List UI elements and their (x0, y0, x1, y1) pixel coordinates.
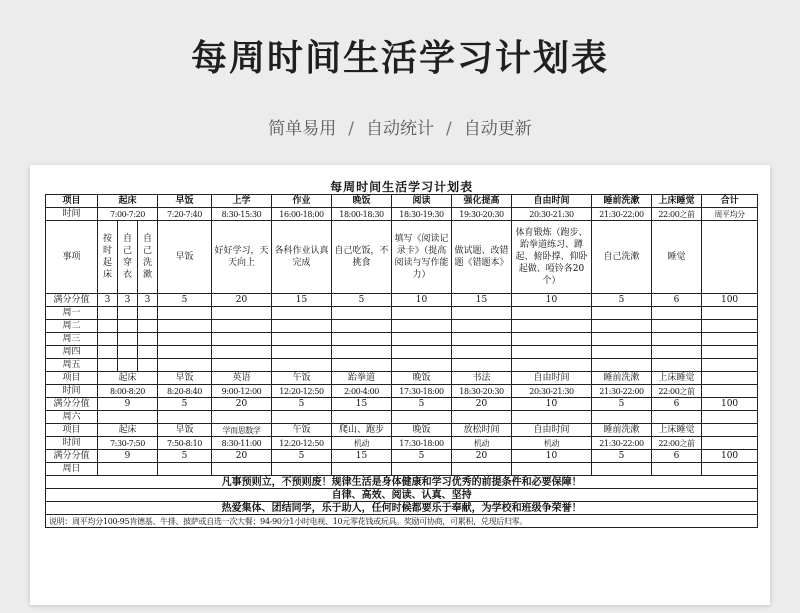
task-cell: 按时起床 (98, 221, 118, 294)
header-cell: 项目 (46, 195, 98, 208)
row-label: 时间 (46, 437, 98, 450)
score-cell: 15 (272, 294, 332, 307)
score-cell: 15 (332, 450, 392, 463)
item-cell: 早饭 (158, 372, 212, 385)
time-cell: 22:00之前 (652, 437, 702, 450)
feature-auto-update: 自动更新 (463, 119, 532, 139)
item-cell: 放松时间 (452, 424, 512, 437)
row-label: 时间 (46, 208, 98, 221)
day-row (46, 411, 758, 424)
header-cell: 阅读 (392, 195, 452, 208)
time-cell: 机动 (512, 437, 592, 450)
score-cell: 6 (652, 450, 702, 463)
header-cell: 强化提高 (452, 195, 512, 208)
score-cell: 3 (138, 294, 158, 307)
time-cell: 18:30-19:30 (392, 208, 452, 221)
score-cell: 20 (452, 450, 512, 463)
item-cell: 爬山、跑步 (332, 424, 392, 437)
day-label: 周三 (46, 333, 98, 346)
time-cell: 18:30-20:30 (452, 385, 512, 398)
score-cell: 5 (158, 294, 212, 307)
item-cell: 睡前洗漱 (592, 372, 652, 385)
time-cell: 21:30-22:00 (592, 208, 652, 221)
header-cell: 自由时间 (512, 195, 592, 208)
time-cell: 7:30-7:50 (98, 437, 158, 450)
score-cell: 20 (452, 398, 512, 411)
time-cell: 22:00之前 (652, 208, 702, 221)
score-cell: 100 (702, 294, 758, 307)
time-cell: 7:00-7:20 (98, 208, 158, 221)
item-cell: 自由时间 (512, 424, 592, 437)
score-cell: 15 (452, 294, 512, 307)
motto-text: 热爱集体、团结同学，乐于助人，任何时候都要乐于奉献，为学校和班级争荣誉！ (46, 502, 758, 515)
score-cell: 9 (98, 398, 158, 411)
time-cell: 21:30-22:00 (592, 385, 652, 398)
item-cell: 睡前洗漱 (592, 424, 652, 437)
time-cell: 12:20-12:50 (272, 437, 332, 450)
feature-easy: 简单易用 (268, 119, 337, 139)
header-cell: 合计 (702, 195, 758, 208)
score-cell: 10 (392, 294, 452, 307)
note-row (46, 515, 758, 528)
score-cell: 3 (98, 294, 118, 307)
score-cell: 5 (392, 398, 452, 411)
time-cell: 8:20-8:40 (158, 385, 212, 398)
task-cell: 睡觉 (652, 221, 702, 294)
task-cell: 自己吃饭，不挑食 (332, 221, 392, 294)
time-cell: 20:30-21:30 (512, 208, 592, 221)
motto-row (46, 502, 758, 515)
day-label: 周六 (46, 411, 98, 424)
score-cell: 10 (512, 450, 592, 463)
score-cell: 20 (212, 450, 272, 463)
day-row (46, 307, 758, 320)
time-cell: 17:30-18:00 (392, 385, 452, 398)
score-cell: 6 (652, 294, 702, 307)
item-cell: 起床 (98, 424, 158, 437)
day-label: 周日 (46, 463, 98, 476)
time-cell: 周平均分 (702, 208, 758, 221)
task-cell (702, 221, 758, 294)
score-cell: 5 (592, 398, 652, 411)
item-cell: 晚饭 (392, 424, 452, 437)
score-cell: 5 (158, 398, 212, 411)
row-label: 满分分值 (46, 450, 98, 463)
item-cell: 英语 (212, 372, 272, 385)
sheet-title: 每周时间生活学习计划表 (330, 180, 474, 194)
time-cell: 12:20-12:50 (272, 385, 332, 398)
sun-time-row (46, 437, 758, 450)
item-cell: 晚饭 (392, 372, 452, 385)
score-cell: 20 (212, 398, 272, 411)
time-cell: 21:30-22:00 (592, 437, 652, 450)
score-cell: 3 (118, 294, 138, 307)
time-cell: 8:30-15:30 (212, 208, 272, 221)
separator: / (348, 119, 354, 139)
time-cell: 2:00-4:00 (332, 385, 392, 398)
time-cell: 22:00之前 (652, 385, 702, 398)
time-row (46, 208, 758, 221)
row-label: 事项 (46, 221, 98, 294)
header-cell: 作业 (272, 195, 332, 208)
time-cell: 19:30-20:30 (452, 208, 512, 221)
time-cell: 16:00-18:00 (272, 208, 332, 221)
header-cell: 起床 (98, 195, 158, 208)
score-cell: 9 (98, 450, 158, 463)
item-cell: 起床 (98, 372, 158, 385)
task-cell: 自己穿衣 (118, 221, 138, 294)
item-cell: 书法 (452, 372, 512, 385)
time-cell: 机动 (332, 437, 392, 450)
score-cell: 5 (392, 450, 452, 463)
sat-score-row (46, 398, 758, 411)
header-cell: 上学 (212, 195, 272, 208)
score-cell: 5 (332, 294, 392, 307)
time-cell: 9:00-12:00 (212, 385, 272, 398)
task-cell: 自己洗漱 (592, 221, 652, 294)
day-label: 周一 (46, 307, 98, 320)
item-cell: 午饭 (272, 372, 332, 385)
item-cell: 上床睡觉 (652, 424, 702, 437)
item-cell: 学而思数学 (212, 424, 272, 437)
time-cell: 17:30-18:00 (392, 437, 452, 450)
time-cell: 8:30-11:00 (212, 437, 272, 450)
day-row (46, 333, 758, 346)
score-cell: 10 (512, 294, 592, 307)
score-cell: 5 (272, 398, 332, 411)
score-cell: 5 (592, 450, 652, 463)
task-cell: 早饭 (158, 221, 212, 294)
sat-time-row (46, 385, 758, 398)
day-row (46, 359, 758, 372)
row-label: 时间 (46, 385, 98, 398)
score-cell: 6 (652, 398, 702, 411)
header-cell: 晚饭 (332, 195, 392, 208)
score-cell: 5 (592, 294, 652, 307)
task-cell: 做试题、改错题《错题本》 (452, 221, 512, 294)
time-cell: 7:50-8:10 (158, 437, 212, 450)
motto-row (46, 476, 758, 489)
header-row (46, 195, 758, 208)
header-cell: 上床睡觉 (652, 195, 702, 208)
time-cell: 8:00-8:20 (98, 385, 158, 398)
score-cell: 100 (702, 450, 758, 463)
score-cell: 20 (212, 294, 272, 307)
sat-item-row (46, 372, 758, 385)
spreadsheet-preview (30, 165, 770, 605)
day-row (46, 346, 758, 359)
item-cell: 跆拳道 (332, 372, 392, 385)
time-cell: 7:20-7:40 (158, 208, 212, 221)
item-cell: 自由时间 (512, 372, 592, 385)
header-cell: 睡前洗漱 (592, 195, 652, 208)
score-cell: 15 (332, 398, 392, 411)
task-row (46, 221, 758, 294)
page-title: 每周时间生活学习计划表 (190, 38, 609, 79)
task-cell: 好好学习，天天向上 (212, 221, 272, 294)
day-label: 周五 (46, 359, 98, 372)
score-cell: 100 (702, 398, 758, 411)
row-label: 满分分值 (46, 398, 98, 411)
schedule-table (45, 180, 758, 528)
note-text: 说明：周平均分100-95肯德基、牛排、披萨或自选一次大餐；94-90分1小时电视、10元零花钱或玩具。奖励可协商，可累积，兑现后归零。 (46, 515, 758, 528)
item-cell: 早饭 (158, 424, 212, 437)
item-cell: 午饭 (272, 424, 332, 437)
feature-auto-stats: 自动统计 (366, 119, 434, 139)
row-label: 项目 (46, 372, 98, 385)
score-cell: 5 (158, 450, 212, 463)
sun-score-row (46, 450, 758, 463)
separator: / (446, 119, 452, 139)
day-row (46, 320, 758, 333)
time-cell: 机动 (452, 437, 512, 450)
item-cell: 上床睡觉 (652, 372, 702, 385)
task-cell: 填写《阅读记录卡》（提高阅读与写作能力） (392, 221, 452, 294)
task-cell: 自己洗漱 (138, 221, 158, 294)
header-cell: 早饭 (158, 195, 212, 208)
time-cell: 20:30-21:30 (512, 385, 592, 398)
sun-item-row (46, 424, 758, 437)
motto-text: 凡事预则立，不预则废！规律生活是身体健康和学习优秀的前提条件和必要保障！ (46, 476, 758, 489)
score-cell: 5 (272, 450, 332, 463)
day-label: 周二 (46, 320, 98, 333)
feature-subtitle (0, 114, 800, 139)
row-label: 项目 (46, 424, 98, 437)
task-cell: 各科作业认真完成 (272, 221, 332, 294)
score-row (46, 294, 758, 307)
row-label: 满分分值 (46, 294, 98, 307)
motto-text: 自律、高效、阅读、认真、坚持 (46, 489, 758, 502)
day-row (46, 463, 758, 476)
day-label: 周四 (46, 346, 98, 359)
score-cell: 10 (512, 398, 592, 411)
time-cell: 18:00-18:30 (332, 208, 392, 221)
motto-row (46, 489, 758, 502)
task-cell: 体育锻炼（跑步、跆拳道练习、蹲起、俯卧撑、仰卧起做、啞铃各20个） (512, 221, 592, 294)
